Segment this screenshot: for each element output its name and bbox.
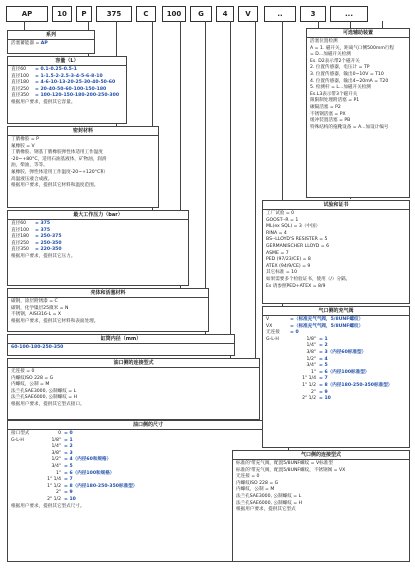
spec-key: [266, 376, 290, 383]
spec-value: = 0: [64, 431, 73, 436]
code-cell: V: [238, 6, 258, 22]
gas-connection-box: [232, 450, 410, 562]
spec-row: [266, 324, 406, 331]
oil-connection-lines: [8, 368, 259, 410]
text-line: 标准的'带充气阀，配置5/8UNF螺纹，不锈钢阀 = VX: [236, 467, 346, 473]
text-line: 丁腈橡胶 = P: [11, 137, 39, 142]
series-line: 活塞蓄能器: [11, 41, 34, 46]
text-line: A = 1. 磁开关，距离气口侧500mm行程: [310, 45, 395, 51]
text-line: GERMANISCHER LLOYD = 6: [266, 243, 330, 249]
spec-value: = 1: [319, 336, 328, 342]
connector: [318, 21, 319, 28]
spec-key: 直径60: [11, 221, 27, 226]
text-line: 不锈钢，AISI316-L = X: [11, 312, 62, 318]
text-line: GOOST--R = 1: [266, 217, 299, 223]
text-line: RINA = 4: [266, 230, 287, 236]
text-line: Es 请参照PED+ATEX = 8/9: [266, 283, 326, 289]
spec-size: 1": [55, 470, 61, 476]
capacity-title: 容量（L）: [8, 57, 126, 66]
text-line: 高温液压液合成液。: [11, 176, 53, 182]
spec-size: 2" 1/2: [302, 396, 316, 402]
text-line: 标准的'带充气阀，配置5/8UNF螺纹 = V标准型: [236, 461, 333, 466]
spec-value: = 10: [319, 396, 331, 402]
code-cell: ..: [264, 6, 296, 22]
text-line: 碾隔活塞 = P2: [310, 104, 341, 110]
spec-value: = 6（内径100标准型）: [319, 369, 370, 375]
text-line: 内螺纹ISO 228 = G: [236, 480, 279, 486]
text-line: ML(ex SQL) = 3（中国）: [266, 224, 321, 230]
text-line: 法兰孔SAE3000, 公制螺纹 = L: [236, 493, 302, 499]
spec-value: = 6（内径100和规格）: [64, 470, 115, 476]
spec-size: 1" 1/4: [302, 376, 316, 382]
spec-value: = 10: [64, 496, 76, 502]
spec-key: G-L-H: [11, 437, 24, 443]
spec-size: 3/8": [306, 349, 316, 355]
spec-row: [266, 337, 406, 344]
text-line: 不锈钢活塞 = PX: [310, 111, 346, 117]
text-line: 工厂试验 = 0: [266, 211, 295, 216]
code-cell: 375: [96, 6, 132, 22]
code-cell: 10: [52, 6, 72, 22]
spec-key: [266, 370, 290, 377]
spec-size: 1/2": [306, 356, 316, 362]
text-line: 丁腈橡胶、钢基丁腈橡胶弹性体适用工作温度: [11, 150, 103, 156]
code-cell: G: [190, 6, 212, 22]
spec-key: 无连接: [266, 330, 280, 336]
spec-key: 直径180: [11, 234, 29, 240]
spec-size: 2" 1/2: [47, 496, 61, 502]
spec-size: 1/2": [51, 457, 61, 463]
spec-key: 直径250: [11, 86, 29, 92]
spec-value: = 5: [319, 363, 328, 369]
text-line: 油，柴油，等等。: [11, 163, 48, 169]
spec-value: = 375: [35, 221, 51, 226]
text-line: 活塞位置检测: [310, 39, 338, 44]
spec-key: [11, 477, 35, 484]
spec-value: = 100-120-150-180-200-250-300: [35, 93, 120, 99]
code-cell: 3: [300, 6, 326, 22]
spec-size: 1" 1/4: [47, 477, 61, 483]
bore-box: [7, 334, 235, 356]
spec-key: 直径180: [11, 80, 29, 86]
shell-title: 壳体和活塞材料: [8, 289, 208, 298]
spec-key: [266, 396, 290, 403]
spec-key: [11, 471, 35, 478]
spec-row: [266, 370, 406, 377]
pressure-rows: [8, 220, 188, 262]
seal-lines: [8, 136, 158, 191]
spec-key: 直径60: [11, 67, 27, 72]
spec-key: VX: [266, 323, 273, 329]
spec-size: 1" 1/2: [47, 483, 61, 489]
gas-valve-title: 气口侧的充气阀: [263, 307, 409, 316]
accessory-lines: [307, 38, 409, 132]
code-cell: P: [76, 6, 92, 22]
bore-value: 60-100-180-250-350: [11, 345, 64, 350]
spec-size: 3/8": [51, 450, 61, 456]
text-line: = D...加磁开关检测: [310, 52, 351, 58]
connector: [24, 21, 25, 30]
spec-size: 1/8": [51, 437, 61, 443]
spec-value: = 8（内径180-250-350标准型）: [319, 382, 393, 388]
spec-value: = 9: [64, 490, 73, 496]
spec-value: = 5: [64, 463, 73, 469]
code-cell: 4: [216, 6, 234, 22]
text-line: 根据用户要求，提供其它材料和温度范围。: [11, 183, 99, 189]
pressure-box: [7, 210, 189, 286]
spec-row: [266, 396, 406, 403]
spec-value: = 3: [64, 450, 73, 456]
spec-row: [266, 350, 406, 357]
shell-box: [7, 288, 209, 332]
spec-key: [11, 484, 35, 491]
connector: [230, 21, 231, 359]
capacity-rows: [8, 66, 126, 108]
spec-key: [11, 457, 35, 464]
text-line: 根据用户要求，提供其它容量。: [11, 99, 76, 105]
spec-value: = 3（内径60标准型）: [319, 349, 367, 355]
spec-value: = 2: [64, 444, 73, 450]
spec-key: [266, 350, 290, 357]
spec-key: 直径250: [11, 240, 29, 246]
spec-size: 1": [310, 369, 316, 375]
spec-row: [11, 80, 123, 87]
spec-key: [11, 490, 35, 497]
gas-valve-rows: [263, 316, 409, 404]
spec-row: [11, 221, 185, 228]
text-line: -20~+80°C，适用石油基液体，矿物油，润滑: [11, 156, 107, 162]
text-line: 缓冲装置活塞 = PB: [310, 118, 351, 124]
text-line: 无连接 = 0: [236, 474, 260, 480]
spec-key: [266, 383, 290, 390]
spec-size: 3/4": [306, 363, 316, 369]
capacity-box: [7, 56, 127, 124]
spec-value: = 4（内径60和规格）: [64, 457, 112, 463]
text-line: 内螺纹，公制 = M: [11, 382, 50, 388]
text-line: 根据用户要求，提供其它压力。: [11, 253, 76, 259]
spec-size: 2": [310, 389, 316, 395]
text-line: ASME = 7: [266, 250, 289, 256]
gas-valve-box: [262, 306, 410, 448]
spec-size: 0: [58, 431, 61, 436]
spec-value: = 4-6-10-13-20-25-30-40-50-60: [35, 80, 116, 86]
spec-key: 直径100: [11, 73, 29, 79]
spec-value: =（标准充气气阀，5/8UNF螺纹）: [290, 317, 364, 322]
tests-lines: [263, 210, 409, 291]
spec-value: = 7: [319, 376, 328, 382]
spec-row: [266, 317, 406, 324]
text-line: BS--LLOYD'S RESISTER = 5: [266, 237, 328, 243]
shell-lines: [8, 298, 208, 326]
spec-size: 1/4": [306, 343, 316, 349]
spec-key: V: [266, 317, 270, 322]
spec-key: [11, 497, 35, 504]
spec-row: [11, 67, 123, 74]
spec-row: [266, 390, 406, 397]
spec-size: 1" 1/2: [302, 382, 316, 388]
text-line: PED (97/23/CE) = 8: [266, 257, 311, 263]
text-line: 碳钢，涂层附锈漆 = C: [11, 299, 58, 304]
code-cell: 100: [162, 6, 186, 22]
spec-size: 3/4": [51, 463, 61, 469]
text-line: 法兰孔SAE6000, 公制螺纹 = H: [236, 500, 303, 506]
spec-key: [266, 357, 290, 364]
text-line: 无连接 = 0: [11, 369, 35, 374]
text-line: 限限制处理附活塞 = P1: [310, 98, 360, 104]
text-line: 5. 检测杆 = L...加磁开关检测: [310, 85, 371, 91]
gas-connection-lines: [233, 460, 409, 515]
spec-key: G-L-H: [266, 336, 279, 342]
text-line: 法兰孔SAE3000, 公制螺纹 = L: [11, 388, 77, 394]
spec-size: 1/4": [51, 444, 61, 450]
spec-value: = 250-350: [35, 240, 62, 246]
series-title: 系列: [8, 31, 94, 40]
spec-row: [266, 376, 406, 383]
text-line: 特殊结构的拖靴设备 = A...加设计编号: [310, 124, 389, 130]
spec-key: 直径100: [11, 227, 29, 233]
bore-title: 缸筒内径（mm）: [8, 335, 234, 344]
text-line: 法兰孔SAE6000, 公制螺纹 = H: [11, 395, 78, 401]
spec-value: = 1: [64, 437, 73, 443]
text-line: 内螺纹，公制 = M: [236, 487, 275, 493]
text-line: 碳钢，化学镍层25微米 = N: [11, 305, 69, 311]
spec-row: [266, 363, 406, 370]
spec-key: 直径350: [11, 247, 29, 253]
spec-key: [266, 390, 290, 397]
text-line: 氟橡胶 = V: [11, 143, 35, 149]
spec-value: = 250-375: [35, 234, 62, 240]
text-line: 根据用户要求，提供其它型式尺寸。: [11, 503, 85, 509]
spec-value: = 220-350: [35, 247, 62, 253]
text-line: 3. 位置传感器，输出0~10V = T10: [310, 71, 384, 77]
spec-value: = 9: [319, 389, 328, 395]
spec-key: 接口型式: [11, 431, 30, 436]
spec-value: = 2: [319, 343, 328, 349]
text-line: 4. 位置传感器，输出4~20mA = T20: [310, 78, 389, 84]
oil-connection-box: [7, 358, 260, 420]
spec-key: [11, 451, 35, 458]
text-line: 根据用户要求，提供其它材料和表面处理。: [11, 318, 99, 324]
spec-size: 1/8": [306, 336, 316, 342]
text-line: 氟橡胶、弹性体适用工作温度-20~+120°C和: [11, 169, 105, 175]
spec-row: [266, 343, 406, 350]
text-line: 2. 位置传感器，电压计 = TP: [310, 65, 370, 71]
spec-value: = 375: [35, 227, 51, 233]
accessory-title: 可选辅助装置: [307, 29, 409, 38]
spec-value: = 0.1-0.25-0.5-1: [35, 67, 77, 72]
gas-connection-title: 气口侧的连接型式: [233, 451, 409, 460]
spec-row: [11, 93, 123, 100]
text-line: 根据用户要求，提供其它型式: [236, 507, 296, 513]
spec-value: = 0: [290, 330, 299, 336]
spec-key: [266, 343, 290, 350]
text-line: Es.L3表示带3个磁开关: [310, 91, 358, 97]
seal-title: 密封材料: [8, 127, 158, 136]
spec-value: = 7: [64, 477, 73, 483]
spec-row: [266, 330, 406, 337]
connector: [382, 21, 383, 28]
spec-value: = 8（内径180-250-350标准型）: [64, 483, 138, 489]
tests-title: 试验和证书: [263, 201, 409, 210]
spec-row: [266, 383, 406, 390]
accessory-box: [306, 28, 410, 198]
spec-row: [266, 357, 406, 364]
code-cell: AP: [6, 6, 48, 22]
code-cell: ...: [330, 6, 368, 22]
text-line: 如果需要多个检验证书，使用（/）分隔。: [266, 276, 351, 282]
spec-key: 直径350: [11, 93, 29, 99]
series-box: 系列 活塞蓄能器 = AP: [7, 30, 95, 54]
spec-key: [11, 464, 35, 471]
text-line: 根据用户要求，提供其它型式接口。: [11, 401, 85, 407]
text-line: ATEX (94/9/CE) = 9: [266, 263, 311, 269]
spec-size: 2": [55, 490, 61, 496]
seal-box: [7, 126, 159, 208]
spec-key: [11, 444, 35, 451]
code-cell: C: [136, 6, 156, 22]
spec-value: = 4: [319, 356, 328, 362]
spec-key: [266, 363, 290, 370]
spec-row: [11, 247, 185, 254]
spec-value: = 20-40-50-60-100-150-180: [35, 86, 107, 92]
spec-value: = 1-1.5-2-2.5-3-4-5-6-8-10: [35, 73, 103, 79]
tests-box: [262, 200, 410, 304]
spec-value: =（标准充气气阀，5/8UNF螺纹）: [290, 323, 364, 329]
oil-connection-title: 油口侧的连接型式: [8, 359, 259, 368]
spec-row: [11, 234, 185, 241]
text-line: Es. D2表示带2个磁开关: [310, 58, 360, 64]
series-code: AP: [40, 41, 48, 46]
text-line: 内螺纹ISO 228 = G: [11, 375, 54, 381]
spec-row: [11, 431, 285, 438]
pressure-title: 最大工作压力（bar）: [8, 211, 188, 220]
text-line: 其它标准 = 10: [266, 270, 297, 276]
oil-size-title: 油口侧的尺寸: [8, 421, 288, 430]
